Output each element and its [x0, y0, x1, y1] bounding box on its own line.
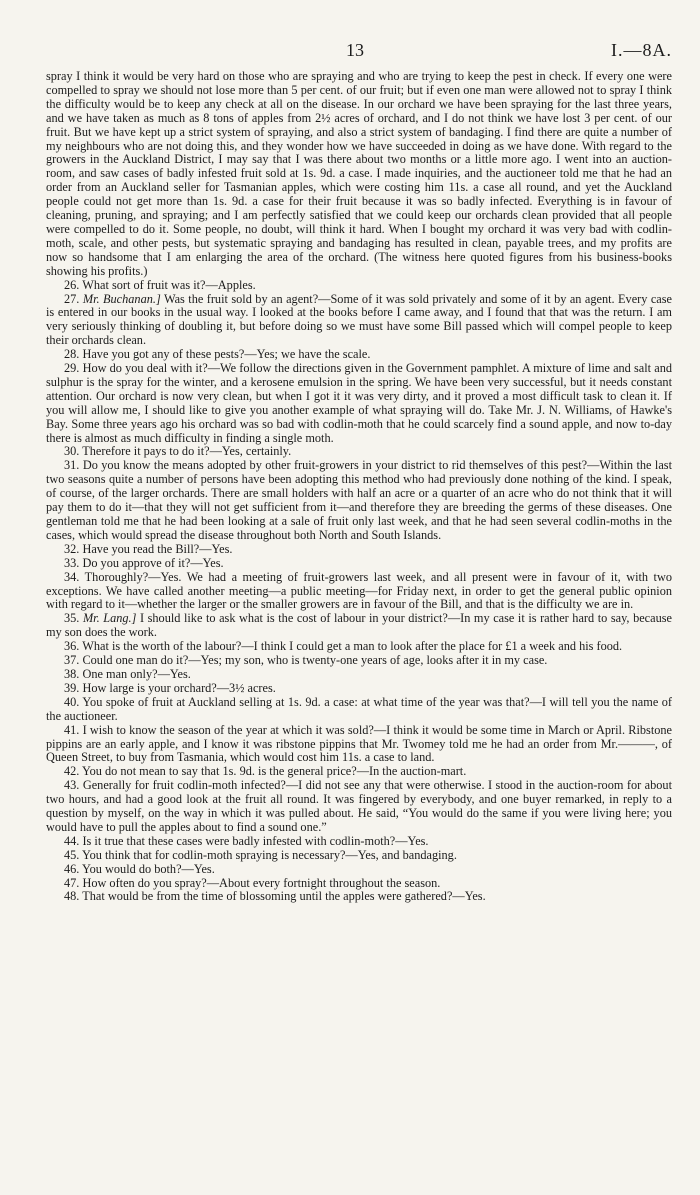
- paragraph: [46, 557, 672, 571]
- paragraph-text: How large is your orchard?—3½ acres.: [82, 680, 276, 695]
- paragraph: [46, 445, 672, 459]
- paragraph: [46, 724, 672, 766]
- paragraph-text: I wish to know the season of the year at which it was sold?—I think it would be some time in March or April. Ribstone pippins are an early apple, and I know it was ribstone pippins that Mr. Twomey told me he had an order from Mr.———, of Queen Street, to buy from Tasmania, which would cost him 11s. a case to land.: [46, 722, 672, 765]
- question-number: 39.: [64, 680, 80, 695]
- document-reference: I.—8A.: [611, 40, 672, 60]
- question-number: 38.: [64, 666, 80, 681]
- paragraph-text: What is the worth of the labour?—I think I could get a man to look after the place for £1 a week and his food.: [82, 639, 623, 654]
- paragraph-text: One man only?—Yes.: [82, 666, 191, 681]
- paragraph: [46, 696, 672, 724]
- question-number: 32.: [64, 541, 80, 556]
- paragraph-text: Therefore it pays to do it?—Yes, certainly.: [82, 444, 292, 459]
- paragraph-text: You do not mean to say that 1s. 9d. is the general price?—In the auction-mart.: [82, 764, 467, 779]
- question-number: 43.: [64, 778, 80, 793]
- question-number: 41.: [64, 722, 80, 737]
- question-number: 30.: [64, 444, 80, 459]
- paragraph: [46, 668, 672, 682]
- question-number: 33.: [64, 555, 80, 570]
- paragraph: [46, 890, 672, 904]
- paragraph: [46, 70, 672, 279]
- paragraph: [46, 362, 672, 445]
- paragraph-text: What sort of fruit was it?—Apples.: [82, 277, 256, 292]
- question-number: 34.: [64, 569, 80, 584]
- paragraph-text: Was the fruit sold by an agent?—Some of it was sold privately and some of it by an agent. Every case is entered in our books in the usual way. I looked at the books before I came away, and I found that that was the return. I am very seriously thinking of doubling it, but before doing so we must have some Bill passed which will compel people to keep their orchards clean.: [46, 291, 672, 348]
- paragraph: [46, 835, 672, 849]
- paragraph-text: Do you know the means adopted by other fruit-growers in your district to rid themselves of this pest?—Within the last two seasons quite a number of persons have been adopting this method who had previously done nothing of the kind. I speak, of course, of the larger orchards. There are small holders with half an acre or a quarter of an acre who do not think that it will pay them to do it—that they will not get sufficient from it—and therefore they are breeding the germs of these diseases. One gentleman told me that he had been looking at a sale of fruit only last week, and that he had seen several codlin-moths in the cases, which would spread the disease throughout both North and South Islands.: [46, 458, 673, 542]
- paragraph: [46, 877, 672, 891]
- question-number: 27.: [64, 291, 80, 306]
- speaker-name: Mr. Lang.]: [82, 611, 137, 626]
- paragraph-text: Generally for fruit codlin-moth infected?—I did not see any that were otherwise. I stood in the auction-room for about two hours, and had a good look at the fruit all round. It was fingered by everybody, and one buyer remarked, in reply to a question by myself, on the way in which it was pulled about. He said, “You would do the same if you were living here; you would have to pull the apples about to find a sound one.”: [46, 778, 672, 834]
- paragraph: [46, 571, 672, 613]
- paragraph: [46, 640, 672, 654]
- paragraph: [46, 279, 672, 293]
- question-number: 35.: [64, 611, 80, 626]
- paragraph: [46, 293, 672, 349]
- question-number: 48.: [64, 889, 80, 904]
- paragraph-text: Is it true that these cases were badly infested with codlin-moth?—Yes.: [82, 833, 429, 848]
- evidence-text: [46, 70, 672, 904]
- paragraph: [46, 863, 672, 877]
- paragraph-text: spray I think it would be very hard on those who are spraying and who are trying to keep the pest in check. If every one were compelled to spray we should not lose more than 5 per cent. of our fruit; but if even one man were allowed not to spray I think the difficulty would be to keep any check at all on the disease. In our orchard we have been spraying for the last three years, and we have taken as much as 8 tons of apples from 2½ acres of orchard, and I do not think we have lost 3 per cent. of our fruit. But we have kept up a strict system of spraying, and also a strict system of bandaging. I find there are quite a number of my neighbours who are not doing this, and they wonder how we have succeeded in doing as we have done. With regard to the growers in the Auckland District, I may say that I was there about two months or a little more ago. I went into an auction-room, and saw cases of badly infested fruit sold at 1s. 9d. a case. I made inquiries, and the auctioneer told me that he had an order from an Auckland seller for Tasmanian apples, which were costing him 11s. a case all round, and yet the Auckland people could not get more than 1s. 9d. a case for their fruit because it was so badly infected. Everything is in favour of cleaning, pruning, and spraying; and I am perfectly satisfied that we could keep our orchards clean provided that all people were compelled to do it. Some people, no doubt, will think it hard. When I bought my orchard it was very bad with codlin-moth, scale, and other pests, but systematic spraying and bandaging has resulted in clean, payable trees, and my profits are now so handsome that I am enlarging the area of the orchard. (The witness here quoted figures from his business-books showing his profits.): [46, 69, 672, 278]
- question-number: 45.: [64, 847, 80, 862]
- question-number: 42.: [64, 764, 80, 779]
- page-header: [46, 30, 672, 70]
- question-number: 28.: [64, 347, 80, 362]
- question-number: 26.: [64, 277, 80, 292]
- paragraph-text: That would be from the time of blossoming until the apples were gathered?—Yes.: [82, 889, 486, 904]
- paragraph-text: I should like to ask what is the cost of labour in your district?—In my case it is rather hard to say, because my son does the work.: [46, 611, 672, 640]
- paragraph: [46, 543, 672, 557]
- paragraph-text: Have you read the Bill?—Yes.: [82, 541, 233, 556]
- paragraph-text: Do you approve of it?—Yes.: [82, 555, 224, 570]
- paragraph-text: You would do both?—Yes.: [82, 861, 215, 876]
- paragraph: [46, 348, 672, 362]
- paragraph: [46, 612, 672, 640]
- question-number: 29.: [64, 361, 80, 376]
- question-number: 44.: [64, 833, 80, 848]
- question-number: 46.: [64, 861, 80, 876]
- paragraph-text: Could one man do it?—Yes; my son, who is twenty-one years of age, looks after it in my case.: [82, 653, 548, 668]
- paragraph: [46, 459, 672, 542]
- speaker-name: Mr. Buchanan.]: [82, 291, 161, 306]
- paragraph-text: You spoke of fruit at Auckland selling at 1s. 9d. a case: at what time of the year was that?—I will tell you the name of the auctioneer.: [46, 694, 673, 723]
- paragraph: [46, 849, 672, 863]
- paragraph-text: Thoroughly?—Yes. We had a meeting of fruit-growers last week, and all present were in favour of it, with two exceptions. We have called another meeting—a public meeting—for Friday next, in order to get the general public opinion with regard to it—whether the larger or the smaller growers are in favour of the Bill, and that is the difficulty we are in.: [46, 569, 673, 612]
- paragraph: [46, 654, 672, 668]
- paragraph-text: How do you deal with it?—We follow the directions given in the Government pamphlet. A mixture of lime and salt and sulphur is the spray for the winter, and a kerosene emulsion in the spring. We have been very successful, but it needs constant attention. Our orchard is now very clean, but when I got it it was very dirty, and it proved a most difficult task to clean it. If you will allow me, I should like to give you another example of what spraying will do. Take Mr. J. N. Williams, of Hawke's Bay. Some three years ago his orchard was so bad with codlin-moth that he could scarcely find a sound apple, and now to-day there is almost as much difficulty in finding a single moth.: [46, 361, 672, 445]
- question-number: 36.: [64, 639, 80, 654]
- question-number: 40.: [64, 694, 80, 709]
- paragraph-text: You think that for codlin-moth spraying is necessary?—Yes, and bandaging.: [82, 847, 457, 862]
- page-number: 13: [346, 40, 364, 60]
- paragraph: [46, 779, 672, 835]
- paragraph: [46, 682, 672, 696]
- paragraph: [46, 765, 672, 779]
- question-number: 37.: [64, 653, 80, 668]
- paragraph-text: Have you got any of these pests?—Yes; we have the scale.: [82, 347, 371, 362]
- paragraph-text: How often do you spray?—About every fortnight throughout the season.: [82, 875, 441, 890]
- question-number: 47.: [64, 875, 80, 890]
- question-number: 31.: [64, 458, 80, 473]
